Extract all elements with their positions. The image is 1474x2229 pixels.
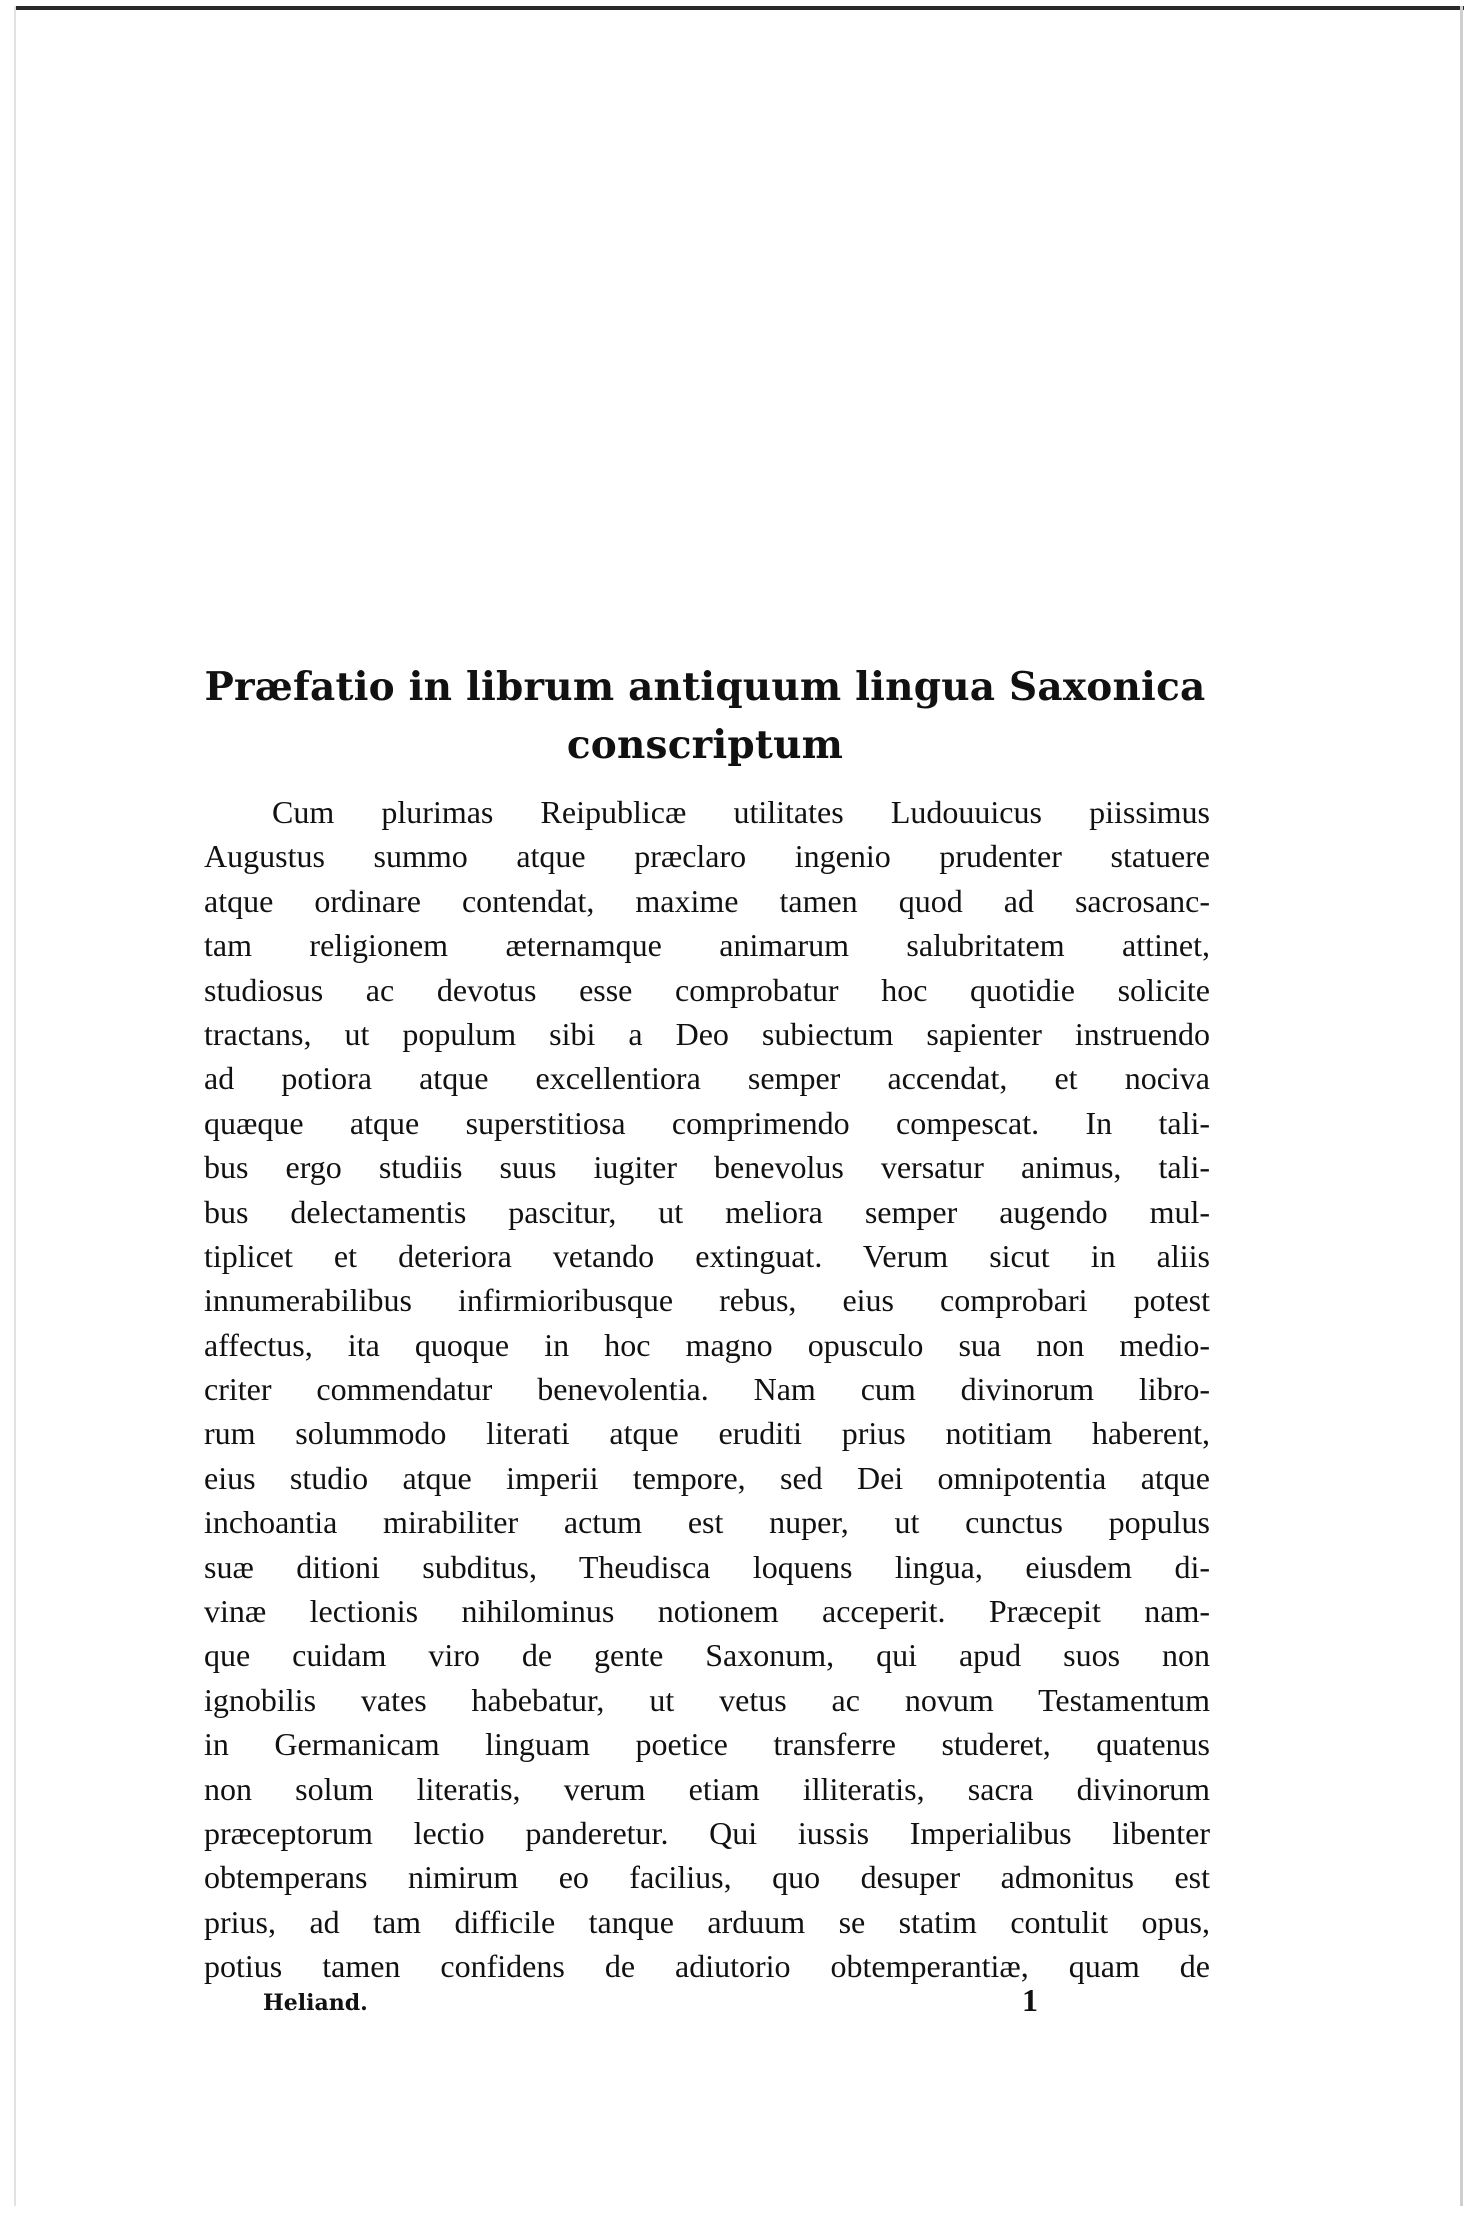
text-line: criter commendatur benevolentia. Nam cum divinorum libro- [204, 1371, 1210, 1408]
title-line-1: Præfatio in librum antiquum lingua Saxonica [204, 664, 1206, 710]
text-line: atque ordinare contendat, maxime tamen quod ad sacrosanc- [204, 882, 1210, 919]
text-line: studiosus ac devotus esse comprobatur hoc quotidie solicite [204, 971, 1210, 1008]
text-line: inchoantia mirabiliter actum est nuper, ut cunctus populus [204, 1504, 1210, 1541]
text-line: ignobilis vates habebatur, ut vetus ac novum Testamentum [204, 1681, 1210, 1718]
text-line: Augustus summo atque præclaro ingenio prudenter statuere [204, 838, 1210, 875]
text-line: tractans, ut populum sibi a Deo subiectum sapienter instruendo [204, 1015, 1210, 1052]
text-line: eius studio atque imperii tempore, sed Dei omnipotentia atque [204, 1459, 1210, 1496]
text-line: tiplicet et deteriora vetando extinguat. Verum sicut in aliis [204, 1237, 1210, 1274]
page-number: 1 [1022, 1982, 1038, 2018]
text-line: bus ergo studiis suus iugiter benevolus versatur animus, tali- [204, 1149, 1210, 1186]
body-text [204, 790, 1210, 1989]
text-line: non solum literatis, verum etiam illiteratis, sacra divinorum [204, 1770, 1210, 1807]
text-line: affectus, ita quoque in hoc magno opusculo sua non medio- [204, 1326, 1210, 1363]
text-line: vinæ lectionis nihilominus notionem acceperit. Præcepit nam- [204, 1593, 1210, 1630]
page-title [200, 658, 1210, 774]
text-line: rum solummodo literati atque eruditi prius notitiam haberent, [204, 1415, 1210, 1452]
text-line: Cum plurimas Reipublicæ utilitates Ludouuicus piissimus [272, 794, 1210, 830]
text-line: præceptorum lectio panderetur. Qui iussis Imperialibus libenter [204, 1814, 1210, 1851]
text-line: potius tamen confidens de adiutorio obtemperantiæ, quam de [204, 1948, 1210, 1985]
text-line: que cuidam viro de gente Saxonum, qui apud suos non [204, 1637, 1210, 1674]
text-line: bus delectamentis pascitur, ut meliora semper augendo mul- [204, 1193, 1210, 1230]
text-line: quæque atque superstitiosa comprimendo compescat. In tali- [204, 1104, 1210, 1141]
text-line: ad potiora atque excellentiora semper accendat, et nociva [204, 1060, 1210, 1097]
title-line-2: conscriptum [566, 722, 844, 768]
text-line: suæ ditioni subditus, Theudisca loquens lingua, eiusdem di- [204, 1548, 1210, 1585]
page-right-edge [1460, 6, 1463, 2206]
text-line: in Germanicam linguam poetice transferre studeret, quatenus [204, 1726, 1210, 1763]
text-line: tam religionem æternamque animarum salubritatem attinet, [204, 927, 1210, 964]
signature-mark: Heliand. [263, 1990, 368, 2016]
text-line: obtemperans nimirum eo facilius, quo desuper admonitus est [204, 1859, 1210, 1896]
text-line: innumerabilibus infirmioribusque rebus, eius comprobari potest [204, 1282, 1210, 1319]
page-top-edge [14, 6, 1464, 10]
text-line: prius, ad tam difficile tanque arduum se statim contulit opus, [204, 1903, 1210, 1940]
page-left-edge [14, 6, 16, 2206]
